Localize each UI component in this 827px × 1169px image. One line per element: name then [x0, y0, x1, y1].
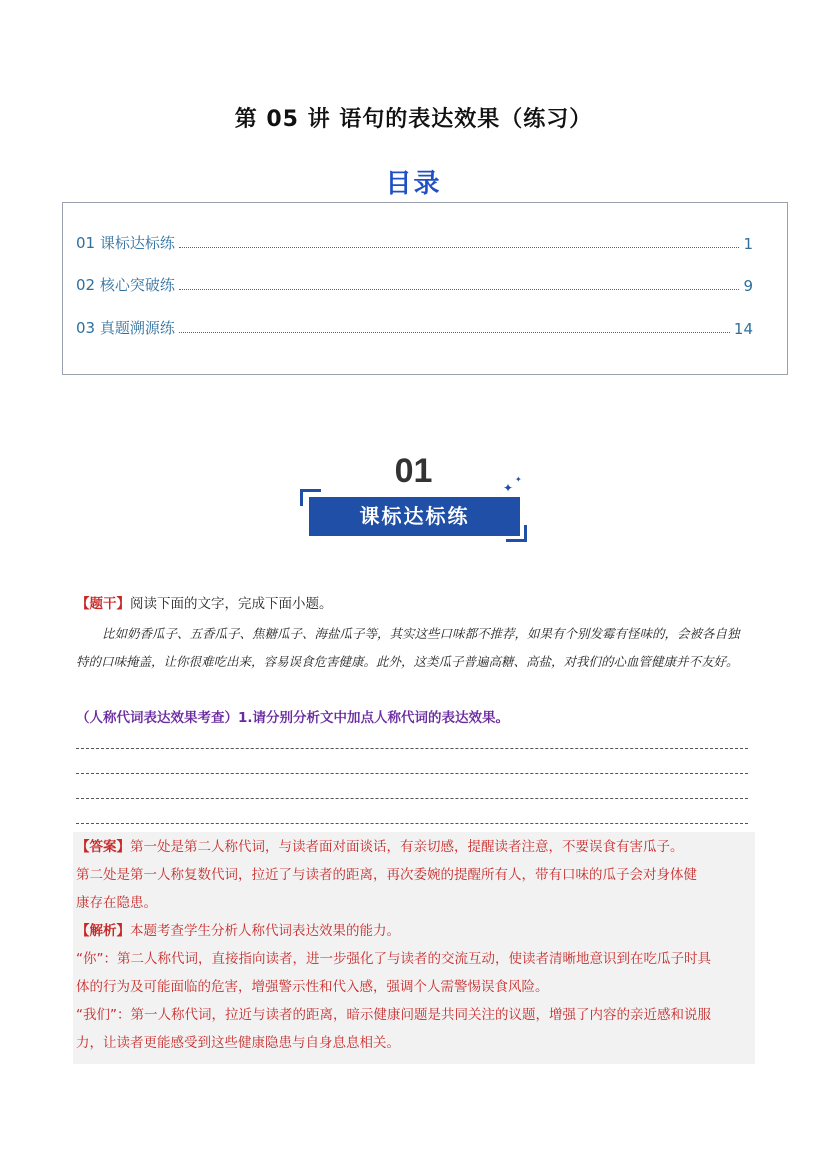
analysis-tag: 【解析】	[76, 923, 130, 939]
question-prompt: （人称代词表达效果考查）1.请分别分析文中加点人称代词的表达效果。	[76, 710, 510, 726]
answer-blank-line[interactable]	[76, 773, 748, 774]
stem-text: 阅读下面的文字，完成下面小题。	[130, 596, 333, 612]
analysis-line: “你”：第二人称代词，直接指向读者，进一步强化了与读者的交流互动，使读者清晰地意识到在吃瓜子时具	[76, 951, 711, 967]
answer-blank-line[interactable]	[76, 748, 748, 749]
analysis-line: 体的行为及可能面临的危害，增强警示性和代入感，强调个人需警惕误食风险。	[76, 979, 549, 995]
toc-item-page: 14	[733, 320, 753, 338]
toc-item-page: 9	[743, 277, 753, 295]
analysis-line: 力，让读者更能感受到这些健康隐患与自身息息相关。	[76, 1035, 400, 1051]
answer-tag: 【答案】	[76, 839, 130, 855]
analysis-line: “我们”：第一人称代词，拉近与读者的距离，暗示健康问题是共同关注的议题，增强了内容的亲近感和说服	[76, 1007, 711, 1023]
toc-item-2[interactable]	[76, 273, 753, 295]
section-number: 01	[394, 452, 433, 490]
answer-blank-line[interactable]	[76, 798, 748, 799]
toc-item-page: 1	[743, 235, 753, 253]
toc-item-label: 02 核心突破练	[76, 276, 175, 294]
sparkle-icon: ✦	[503, 481, 514, 495]
answer-line: 第二处是第一人称复数代词，拉近了与读者的距离，再次委婉的提醒所有人，带有口味的瓜子会对身体健	[76, 867, 697, 883]
analysis-text: 本题考查学生分析人称代词表达效果的能力。	[130, 923, 400, 939]
answer-line: 康存在隐患。	[76, 895, 157, 911]
page-title: 第 05 讲 语句的表达效果（练习）	[234, 107, 593, 132]
question-stem	[76, 592, 333, 612]
toc-dot-leader	[179, 331, 730, 333]
toc-dot-leader	[179, 288, 740, 290]
answer-text: 第一处是第二人称代词，与读者面对面谈话，有亲切感，提醒读者注意，不要误食有害瓜子。	[130, 839, 684, 855]
answer-blank-line[interactable]	[76, 823, 748, 824]
toc-item-1[interactable]	[76, 231, 753, 253]
table-of-contents	[62, 202, 788, 375]
section-banner: 课标达标练	[309, 497, 520, 536]
answer-line	[76, 833, 752, 861]
sparkle-small-icon: ✦	[515, 475, 522, 484]
toc-dot-leader	[179, 246, 740, 248]
stem-tag: 【题干】	[76, 596, 130, 612]
analysis-line	[76, 917, 752, 945]
reading-passage: 比如奶香瓜子、五香瓜子、焦糖瓜子、海盐瓜子等，其实这些口味都不推荐，如果有个别发霉有怪味的，会被各自独特的口味掩盖，让你很难吃出来，容易误食危害健康。此外，这类瓜子普遍高糖、高盐，对我们的心血管健康并不友好。	[76, 626, 740, 669]
toc-item-label: 03 真题溯源练	[76, 319, 175, 337]
toc-heading: 目录	[385, 169, 442, 199]
toc-item-label: 01 课标达标练	[76, 234, 175, 252]
toc-item-3[interactable]	[76, 316, 753, 338]
